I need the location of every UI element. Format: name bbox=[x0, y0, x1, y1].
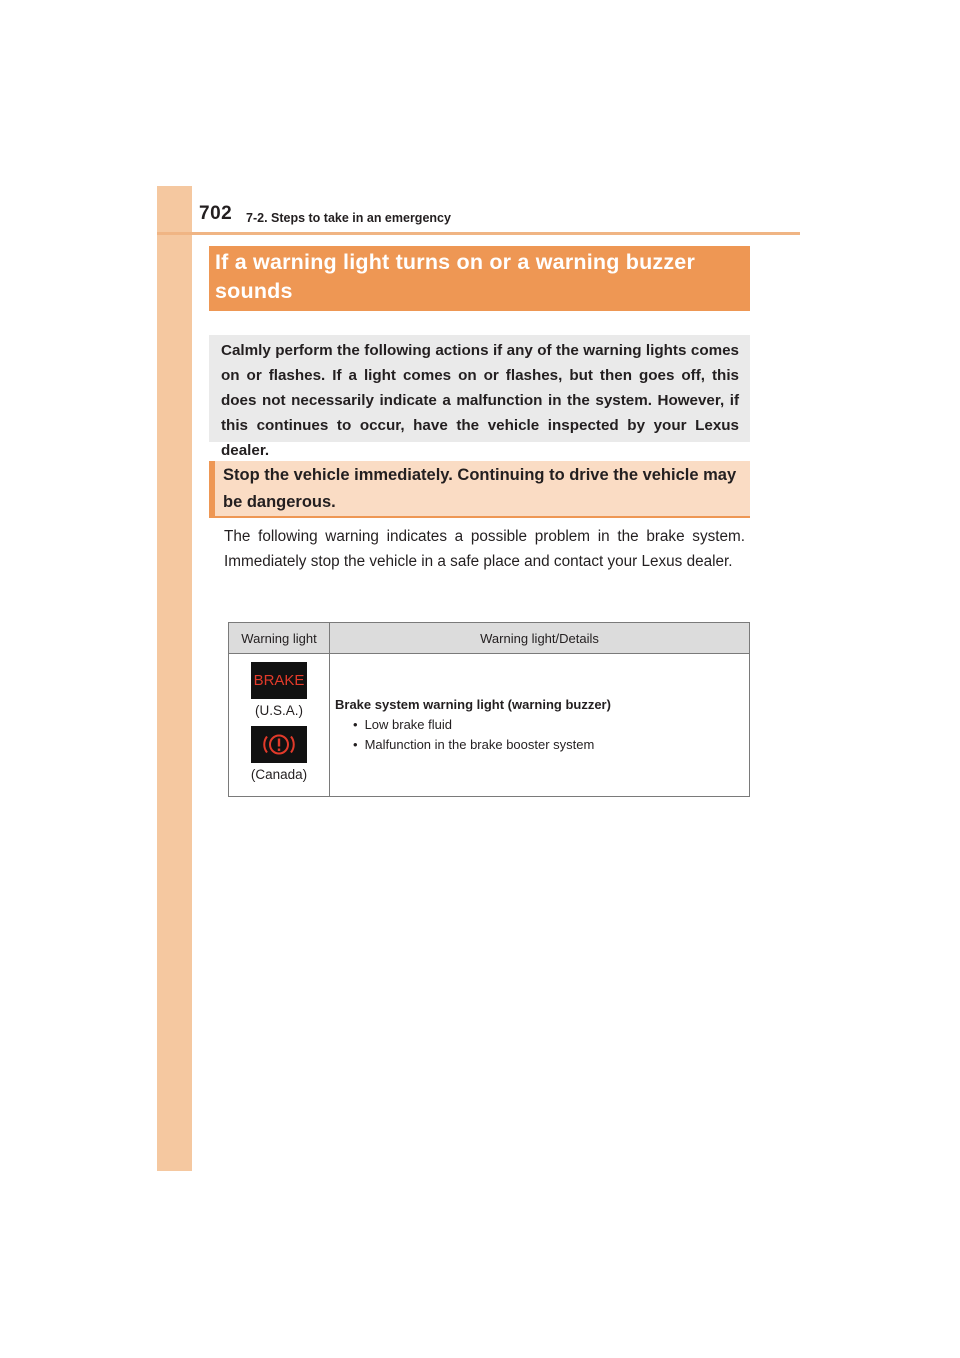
details-list bbox=[335, 715, 741, 755]
page-number: 702 bbox=[199, 203, 233, 224]
warning-light-table bbox=[228, 622, 750, 797]
table-row bbox=[229, 654, 750, 797]
region-label-canada: (Canada) bbox=[250, 767, 308, 782]
warning-subheading-text: Stop the vehicle immediately. Continuing to drive the vehicle may be dangerous. bbox=[223, 466, 737, 511]
brake-circle-exclamation-icon bbox=[251, 726, 307, 763]
region-label-usa: (U.S.A.) bbox=[254, 703, 303, 718]
brake-warning-icon: BRAKE bbox=[251, 662, 307, 699]
intro-box bbox=[209, 335, 750, 459]
details-title: Brake system warning light (warning buzzer) bbox=[335, 697, 611, 712]
main-heading-line-2: sounds bbox=[215, 279, 293, 303]
warning-light-details-cell bbox=[330, 654, 750, 797]
body-paragraph: The following warning indicates a possible problem in the brake system. Immediately stop the vehicle in a safe place and contact your Lexus dealer. bbox=[224, 528, 745, 570]
warning-light-icons-cell bbox=[229, 654, 330, 797]
side-tab-strip bbox=[157, 186, 192, 1171]
header-divider bbox=[157, 232, 800, 235]
table-header-row bbox=[229, 623, 750, 654]
column-header-warning-light: Warning light bbox=[229, 623, 330, 654]
intro-text: Calmly perform the following actions if any of the warning lights comes on or flashes. If a light comes on or flashes, but then goes off, this does not necessarily indicate a malfunction in the system. However, if this continues to occur, have the vehicle inspected by your Lexus dealer. bbox=[221, 342, 739, 459]
list-item: • Low brake fluid bbox=[353, 715, 741, 735]
main-heading-banner bbox=[209, 246, 750, 311]
warning-subheading bbox=[209, 461, 750, 518]
section-title: 7-2. Steps to take in an emergency bbox=[246, 211, 451, 225]
main-heading-line-1: If a warning light turns on or a warning buzzer bbox=[215, 250, 696, 274]
column-header-details: Warning light/Details bbox=[330, 623, 750, 654]
list-item: • Malfunction in the brake booster system bbox=[353, 735, 741, 755]
